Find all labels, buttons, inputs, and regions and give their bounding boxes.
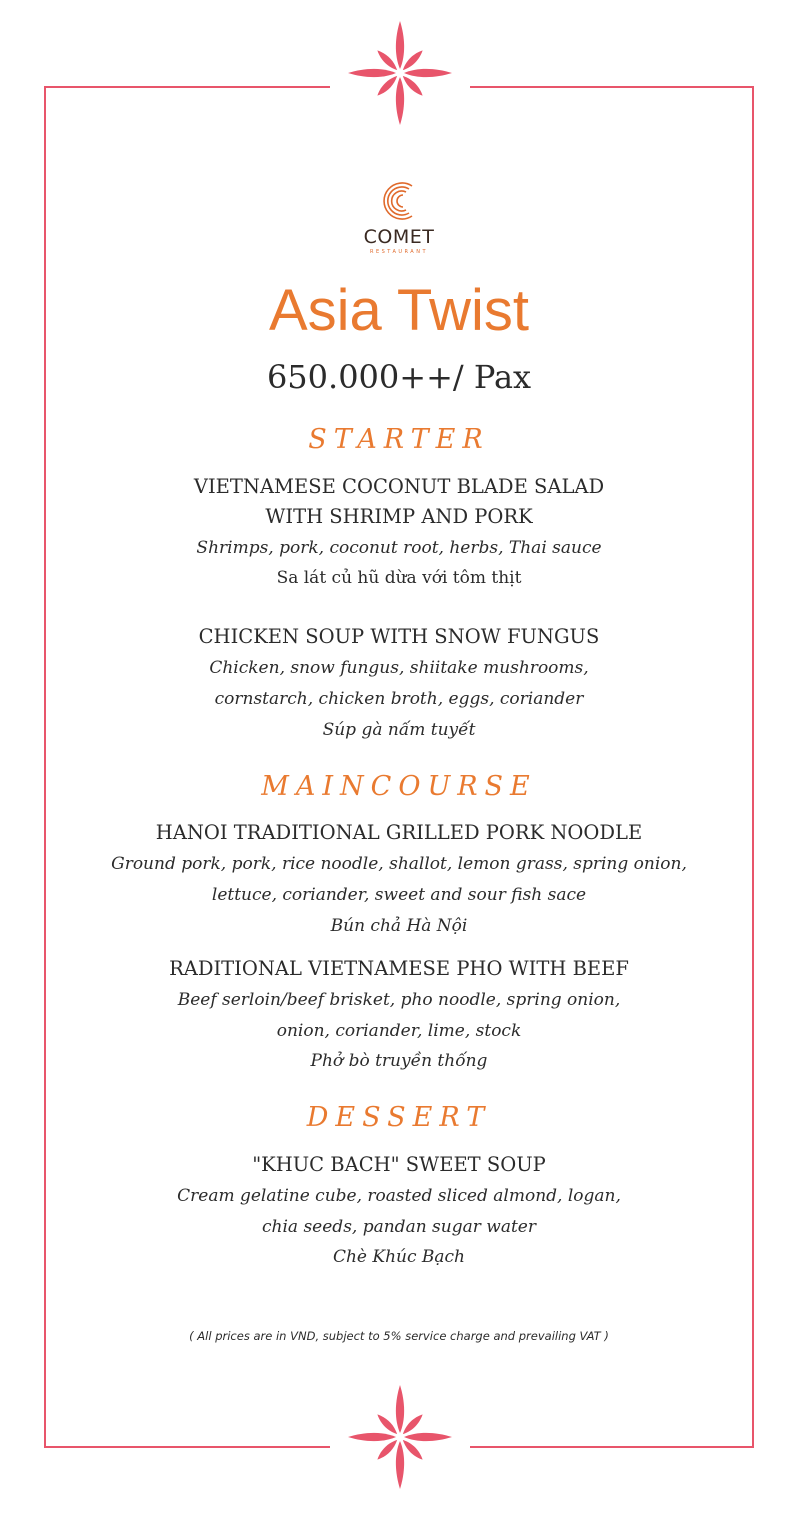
dish-vietnamese-name: Chè Khúc Bạch [332, 1247, 466, 1267]
dish-ingredients: Cream gelatine cube, roasted sliced almond, logan, [177, 1186, 621, 1206]
dish-ingredients: chia seeds, pandan sugar water [262, 1217, 536, 1237]
restaurant-logo [354, 178, 444, 255]
dish-ingredients: Shrimps, pork, coconut root, herbs, Thai sauce [196, 538, 602, 558]
dish-name: WITH SHRIMP AND PORK [265, 505, 533, 528]
price-footnote: ( All prices are in VND, subject to 5% service charge and prevailing VAT ) [189, 1329, 609, 1343]
logo-name: COMET [363, 226, 435, 248]
dish-ingredients: Beef serloin/beef brisket, pho noodle, spring onion, [177, 990, 621, 1010]
comet-logo-icon [379, 178, 419, 224]
dish-name: VIETNAMESE COCONUT BLADE SALAD [193, 475, 605, 498]
menu-title: Asia Twist [268, 278, 529, 343]
dish-name: HANOI TRADITIONAL GRILLED PORK NOODLE [155, 821, 643, 844]
section-heading-dessert: DESSERT [306, 1102, 492, 1133]
section-heading-starter: STARTER [308, 424, 490, 455]
dish-name: "KHUC BACH" SWEET SOUP [252, 1153, 546, 1176]
dish-vietnamese-name: Phở bò truyền thống [310, 1051, 488, 1071]
dish-name: RADITIONAL VIETNAMESE PHO WITH BEEF [169, 957, 629, 980]
flower-ornament-top-icon [345, 18, 455, 128]
dish-name: CHICKEN SOUP WITH SNOW FUNGUS [198, 625, 600, 648]
flower-ornament-bottom-icon [345, 1382, 455, 1492]
logo-subtitle: RESTAURANT [369, 249, 429, 255]
dish-ingredients: Chicken, snow fungus, shiitake mushrooms, [209, 658, 589, 678]
dish-vietnamese-name: Bún chả Hà Nội [330, 916, 468, 936]
section-heading-maincourse: MAINCOURSE [261, 771, 537, 802]
dish-vietnamese-name: Sa lát củ hũ dừa với tôm thịt [276, 568, 522, 588]
dish-ingredients: lettuce, coriander, sweet and sour fish sace [211, 885, 587, 905]
dish-vietnamese-name: Súp gà nấm tuyết [322, 720, 476, 740]
dish-ingredients: Ground pork, pork, rice noodle, shallot, lemon grass, spring onion, [111, 854, 687, 874]
menu-price: 650.000++/ Pax [266, 358, 532, 396]
dish-ingredients: cornstarch, chicken broth, eggs, coriander [214, 689, 584, 709]
dish-ingredients: onion, coriander, lime, stock [276, 1021, 522, 1041]
